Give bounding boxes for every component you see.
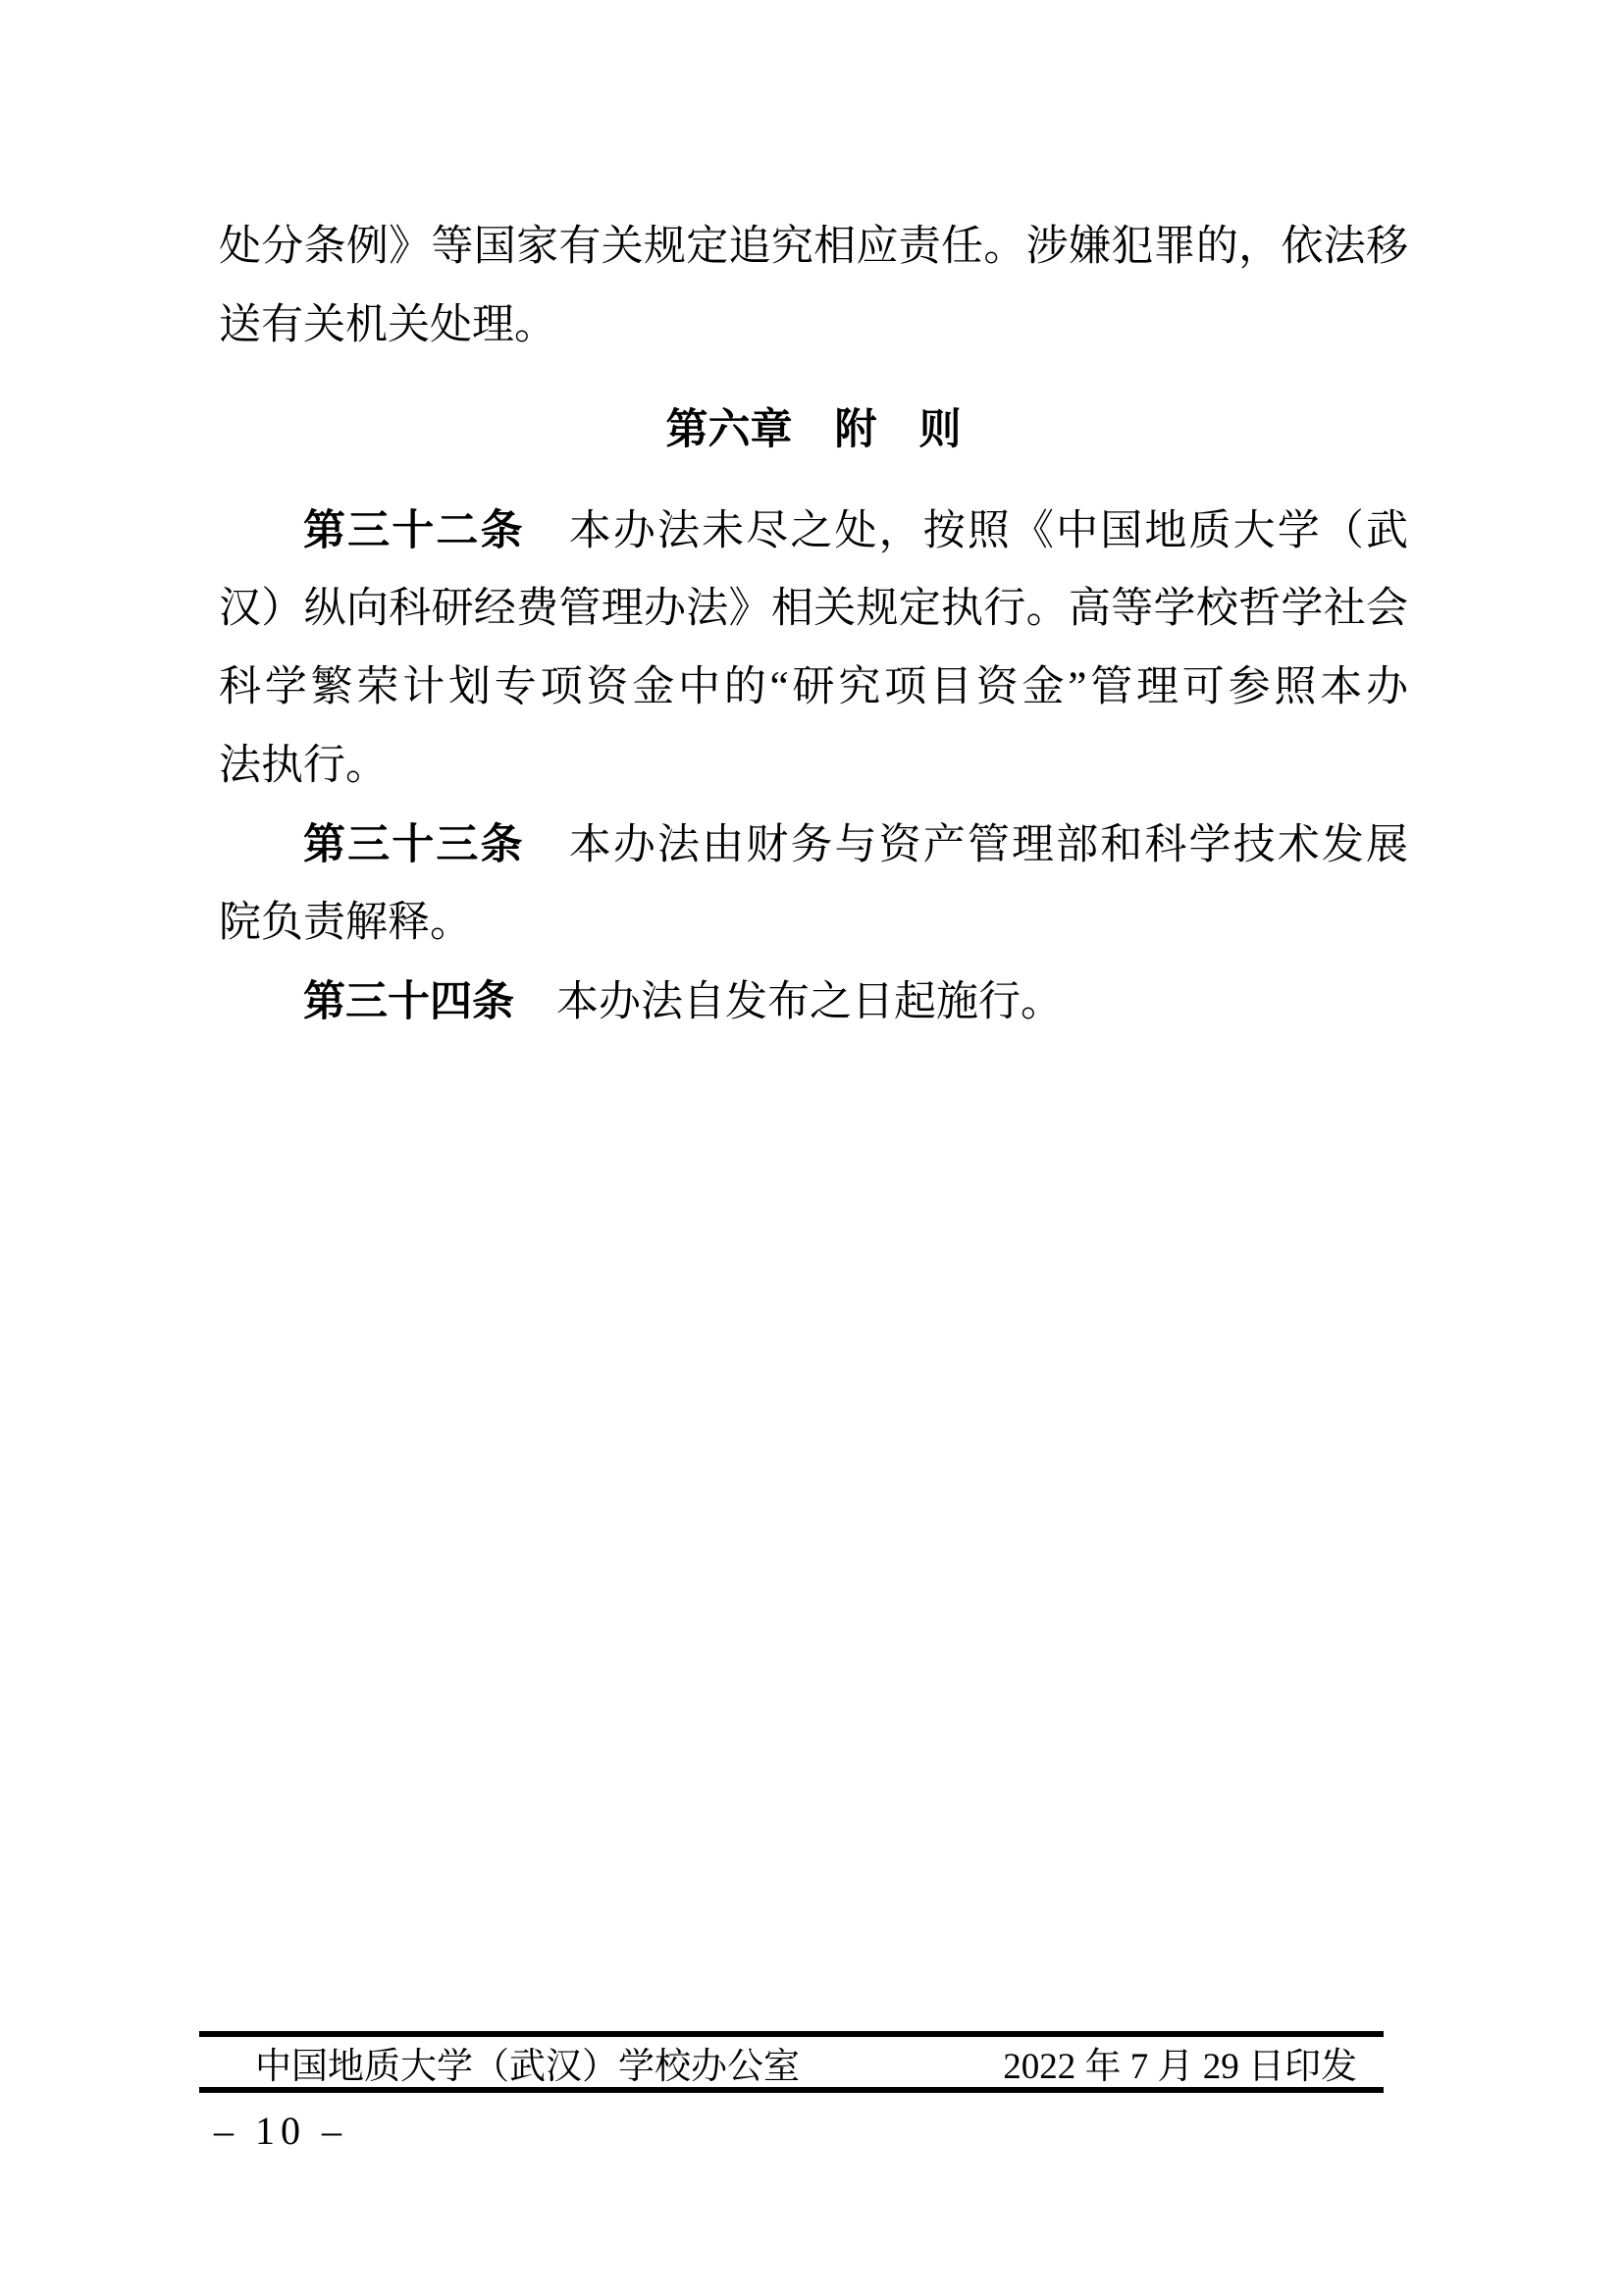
footer-bar bbox=[199, 2037, 1384, 2087]
footer-print-date: 2022 年 7 月 29 日印发 bbox=[1003, 2046, 1357, 2087]
body-text-line: 第三十三条 本办法由财务与资产管理部和科学技术发展 bbox=[303, 821, 1408, 868]
body-text-lines bbox=[219, 208, 1408, 1041]
article-number: 第三十三条 bbox=[303, 821, 525, 868]
body-text-line: 法执行。 bbox=[219, 743, 388, 789]
page-number: – 10 – bbox=[214, 2109, 347, 2153]
body-text-line: 院负责解释。 bbox=[219, 900, 472, 946]
body-text-line: 第三十二条 本办法未尽之处，按照《中国地质大学（武 bbox=[303, 507, 1408, 554]
article-number: 第三十二条 bbox=[303, 507, 525, 554]
body-text-line: 科学繁荣计划专项资金中的“研究项目资金”管理可参照本办 bbox=[219, 664, 1408, 710]
footer-bottom-rule bbox=[199, 2087, 1384, 2093]
body-text-line: 送有关机关处理。 bbox=[219, 302, 556, 348]
footer-issuer: 中国地质大学（武汉）学校办公室 bbox=[255, 2046, 800, 2087]
body-text-line: 汉）纵向科研经费管理办法》相关规定执行。高等学校哲学社会 bbox=[219, 586, 1408, 632]
article-number: 第三十四条 bbox=[303, 978, 514, 1025]
body-text-line: 第三十四条 本办法自发布之日起施行。 bbox=[303, 978, 1063, 1025]
chapter-heading: 第六章 附 则 bbox=[665, 406, 962, 453]
body-text-line: 处分条例》等国家有关规定追究相应责任。涉嫌犯罪的，依法移 bbox=[219, 224, 1408, 270]
